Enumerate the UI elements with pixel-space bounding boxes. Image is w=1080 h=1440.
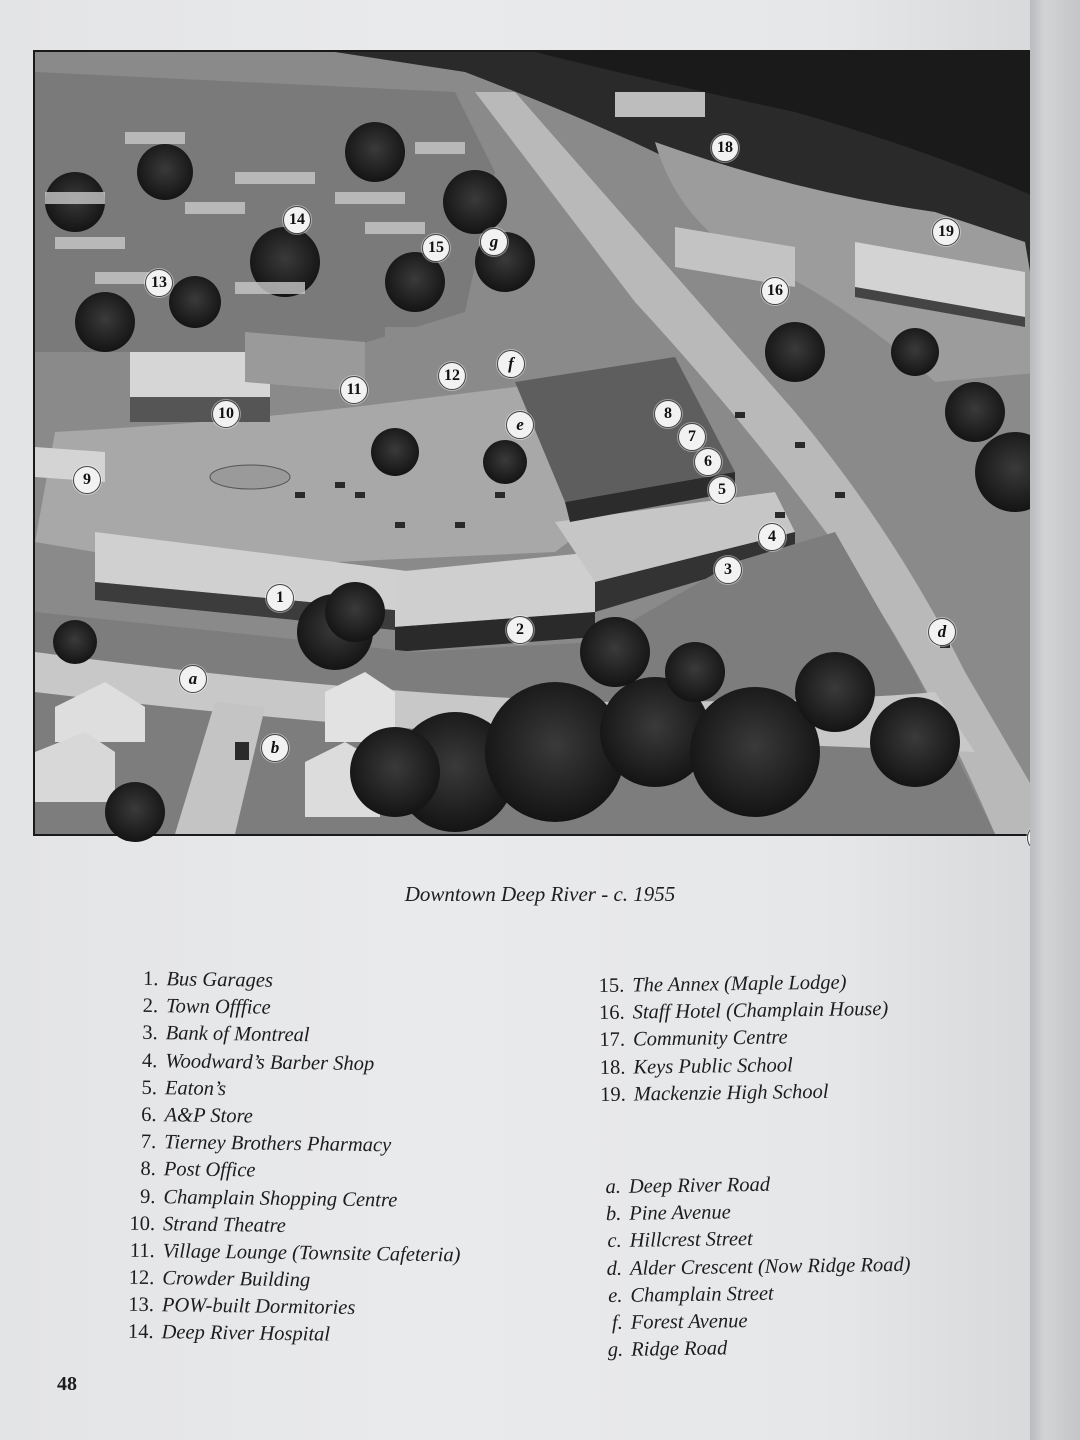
legend-building-text: Staff Hotel (Champlain House) (632, 998, 889, 1024)
legend-building-item (118, 1156, 462, 1188)
aerial-photo-illustration (35, 52, 1047, 834)
legend-building-number: 7. (140, 1131, 157, 1154)
legend-building-item (117, 1183, 461, 1215)
photo-marker-13: 13 (145, 269, 173, 297)
legend-building-item (594, 996, 888, 1027)
page-number: 48 (57, 1373, 77, 1395)
legend-streets (597, 1170, 912, 1365)
legend-building-number: 1. (142, 967, 159, 991)
legend-building-text: Post Office (163, 1158, 256, 1182)
legend-building-text: Village Lounge (Townsite Cafeteria) (162, 1240, 461, 1267)
legend-street-number: g. (607, 1338, 624, 1362)
legend-street-item (598, 1279, 911, 1311)
legend-street-text: Hillcrest Street (629, 1228, 753, 1253)
legend-building-text: Town Offfice (165, 995, 271, 1019)
legend-building-number: 8. (140, 1158, 156, 1181)
photo-marker-3: 3 (714, 556, 742, 584)
photo-marker-16: 16 (761, 277, 789, 305)
legend-building-text: Keys Public School (633, 1053, 793, 1079)
legend-street-number: e. (607, 1284, 623, 1307)
legend-building-text: Deep River Hospital (161, 1321, 331, 1347)
legend-street-text: Ridge Road (630, 1337, 728, 1361)
legend-building-text: POW-built Dormitories (161, 1294, 356, 1320)
legend-building-number: 3. (142, 1022, 158, 1045)
aerial-photo (33, 50, 1049, 836)
photo-marker-11: 11 (340, 376, 368, 404)
photo-marker-6: 6 (694, 448, 722, 476)
legend-building-number: 13. (128, 1294, 155, 1317)
legend-building-text: Mackenzie High School (633, 1080, 829, 1106)
legend-building-text: Champlain Shopping Centre (163, 1185, 398, 1212)
legend-building-item (120, 1020, 464, 1052)
legend-street-text: Alder Crescent (Now Ridge Road) (629, 1253, 911, 1280)
adjacent-page-edge (1030, 0, 1080, 1440)
legend-street-text: Champlain Street (630, 1282, 774, 1307)
legend-building-text: Eaton’s (164, 1076, 227, 1100)
legend-building-text: The Annex (Maple Lodge) (632, 971, 847, 997)
photo-marker-15: 15 (422, 234, 450, 262)
legend-building-text: Bank of Montreal (165, 1022, 310, 1047)
photo-marker-14: 14 (283, 206, 311, 234)
legend-street-number: d. (606, 1257, 623, 1280)
photo-marker-b: b (261, 734, 289, 762)
legend-building-number: 6. (141, 1103, 157, 1127)
legend-building-number: 16. (598, 1001, 625, 1025)
legend-building-item (595, 1023, 889, 1054)
legend-building-number: 17. (599, 1029, 626, 1052)
legend-building-number: 12. (128, 1266, 155, 1290)
legend-building-number: 4. (141, 1049, 158, 1072)
legend-street-text: Deep River Road (628, 1173, 771, 1198)
legend-building-text: Crowder Building (162, 1267, 311, 1292)
photo-marker-1: 1 (266, 584, 294, 612)
legend-building-item (596, 1078, 890, 1109)
legend-building-item (594, 969, 888, 1000)
legend-building-item (115, 1319, 459, 1351)
photo-marker-12: 12 (438, 362, 466, 390)
legend-street-text: Pine Avenue (629, 1201, 731, 1225)
photo-marker-18: 18 (711, 134, 739, 162)
photo-marker-19: 19 (932, 218, 960, 246)
legend-building-number: 11. (129, 1239, 155, 1262)
photo-marker-8: 8 (654, 400, 682, 428)
legend-street-item (597, 1170, 910, 1202)
legend-street-item (599, 1333, 912, 1365)
legend-street-number: a. (605, 1175, 622, 1199)
photo-caption: Downtown Deep River - c. 1955 (404, 882, 676, 906)
photo-marker-e: e (506, 411, 534, 439)
legend-street-item (599, 1306, 912, 1338)
photo-marker-5: 5 (708, 476, 736, 504)
legend-building-number: 10. (129, 1212, 156, 1235)
photo-marker-g: g (480, 228, 508, 256)
legend-building-number: 18. (599, 1056, 626, 1079)
legend-building-text: Community Centre (632, 1026, 788, 1051)
legend-building-number: 9. (139, 1185, 156, 1208)
legend-building-text: Strand Theatre (162, 1212, 287, 1237)
legend-street-number: b. (605, 1203, 622, 1226)
legend-building-number: 14. (127, 1321, 154, 1344)
photo-marker-a: a (179, 665, 207, 693)
legend-building-text: Tierney Brothers Pharmacy (164, 1131, 392, 1157)
legend-street-text: Forest Avenue (630, 1310, 748, 1334)
photo-marker-2: 2 (506, 616, 534, 644)
legend-street-item (598, 1251, 911, 1283)
legend-street-item (597, 1224, 910, 1256)
legend-building-text: Bus Garages (166, 968, 274, 992)
photo-marker-d: d (928, 618, 956, 646)
legend-buildings-left (115, 966, 464, 1351)
photo-marker-7: 7 (678, 423, 706, 451)
photo-marker-4: 4 (758, 523, 786, 551)
legend-building-number: 19. (599, 1083, 626, 1106)
photo-marker-f: f (497, 350, 525, 378)
legend-building-number: 2. (142, 995, 159, 1018)
legend-building-text: Woodward’s Barber Shop (165, 1049, 375, 1075)
photo-marker-10: 10 (212, 400, 240, 428)
legend-building-number: 15. (598, 974, 625, 997)
legend-street-item (597, 1197, 910, 1229)
legend-building-text: A&P Store (164, 1104, 254, 1128)
legend-street-number: f. (611, 1311, 623, 1334)
legend-building-item (595, 1051, 889, 1082)
legend-building-number: 5. (141, 1076, 158, 1099)
legend-street-number: c. (607, 1230, 622, 1253)
photo-marker-9: 9 (73, 466, 101, 494)
legend-buildings-right (594, 969, 890, 1109)
